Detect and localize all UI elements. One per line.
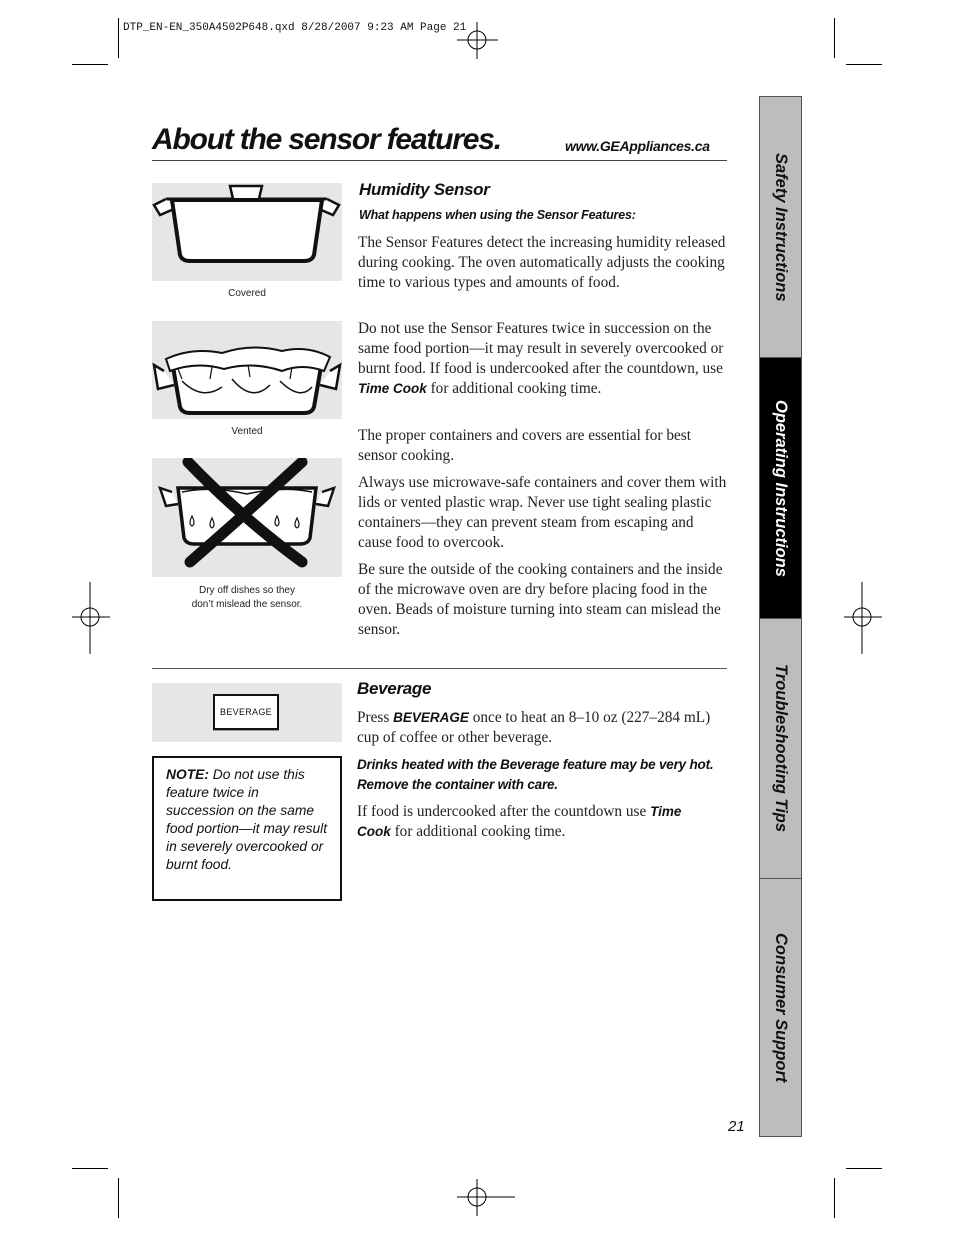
note-box [152,756,342,901]
wet-dish-illustration [152,458,342,577]
beverage-paragraph-1: Press BEVERAGE once to heat an 8–10 oz (227–284 mL) cup of coffee or other beverage. [357,709,711,746]
website-link[interactable]: www.GEAppliances.ca [565,138,710,154]
dry-dishes-caption: Dry off dishes so they don’t mislead the sensor. [191,585,303,610]
beverage-heading: Beverage [357,679,432,698]
page-title: About the sensor features. [152,123,501,156]
note-text: Do not use this feature twice in succession on the same food portion—it may result in severely overcooked or burnt food. [166,767,328,872]
humidity-paragraph-1: The Sensor Features detect the increasing humidity released during cooking. The oven automatically adjusts the cooking time to various types and amounts of food. [358,234,726,291]
beverage-paragraph-2: If food is undercooked after the countdown use Time Cook for additional cooking time. [357,803,682,840]
registration-mark-right [842,582,884,654]
tab-operating-instructions[interactable]: Operating Instructions [760,358,801,618]
humidity-paragraph-3: The proper containers and covers are essential for best sensor cooking. [358,427,691,464]
note-label: NOTE: [166,767,209,782]
print-slug: DTP_EN-EN_350A4502P648.qxd 8/28/2007 9:23 AM Page 21 [123,22,467,34]
page-number: 21 [728,1118,745,1135]
humidity-paragraph-5: Be sure the outside of the cooking containers and the inside of the microwave oven are dry before placing food in the oven. Beads of moisture turning into steam can mislead the sensor. [358,561,723,638]
humidity-paragraph-2: Do not use the Sensor Features twice in succession on the same food portion—it may result in severely overcooked or burnt food. If food is undercooked after the countdown, use Time Cook for additional cooking time. [358,320,724,397]
beverage-button-icon: BEVERAGE [213,694,279,730]
registration-mark-bottom [455,1175,520,1220]
vented-dish-illustration [152,321,342,419]
registration-mark-top [455,18,500,63]
section-tabs [759,96,802,1137]
humidity-paragraph-4: Always use microwave-safe containers and cover them with lids or vented plastic wrap. Never use tight sealing plastic containers—they can prevent steam from escaping and cause food to overcook. [358,474,727,551]
tab-consumer-support[interactable]: Consumer Support [772,932,790,1083]
tab-troubleshooting-tips[interactable]: Troubleshooting Tips [772,664,790,833]
covered-caption: Covered [228,288,266,299]
vented-caption: Vented [231,426,263,437]
tab-safety-instructions[interactable]: Safety Instructions [772,152,790,302]
humidity-sensor-heading: Humidity Sensor [359,180,490,199]
section-divider [152,668,727,669]
covered-dish-illustration [152,183,342,281]
beverage-keyword: BEVERAGE [393,710,469,725]
header-rule [152,160,727,161]
time-cook-keyword: Time Cook [358,381,427,396]
registration-mark-left [70,582,112,654]
beverage-warning: Drinks heated with the Beverage feature may be very hot. Remove the container with care. [357,757,714,792]
time-cook-keyword: Time Cook [357,804,682,839]
humidity-subheading: What happens when using the Sensor Features: [359,208,636,222]
